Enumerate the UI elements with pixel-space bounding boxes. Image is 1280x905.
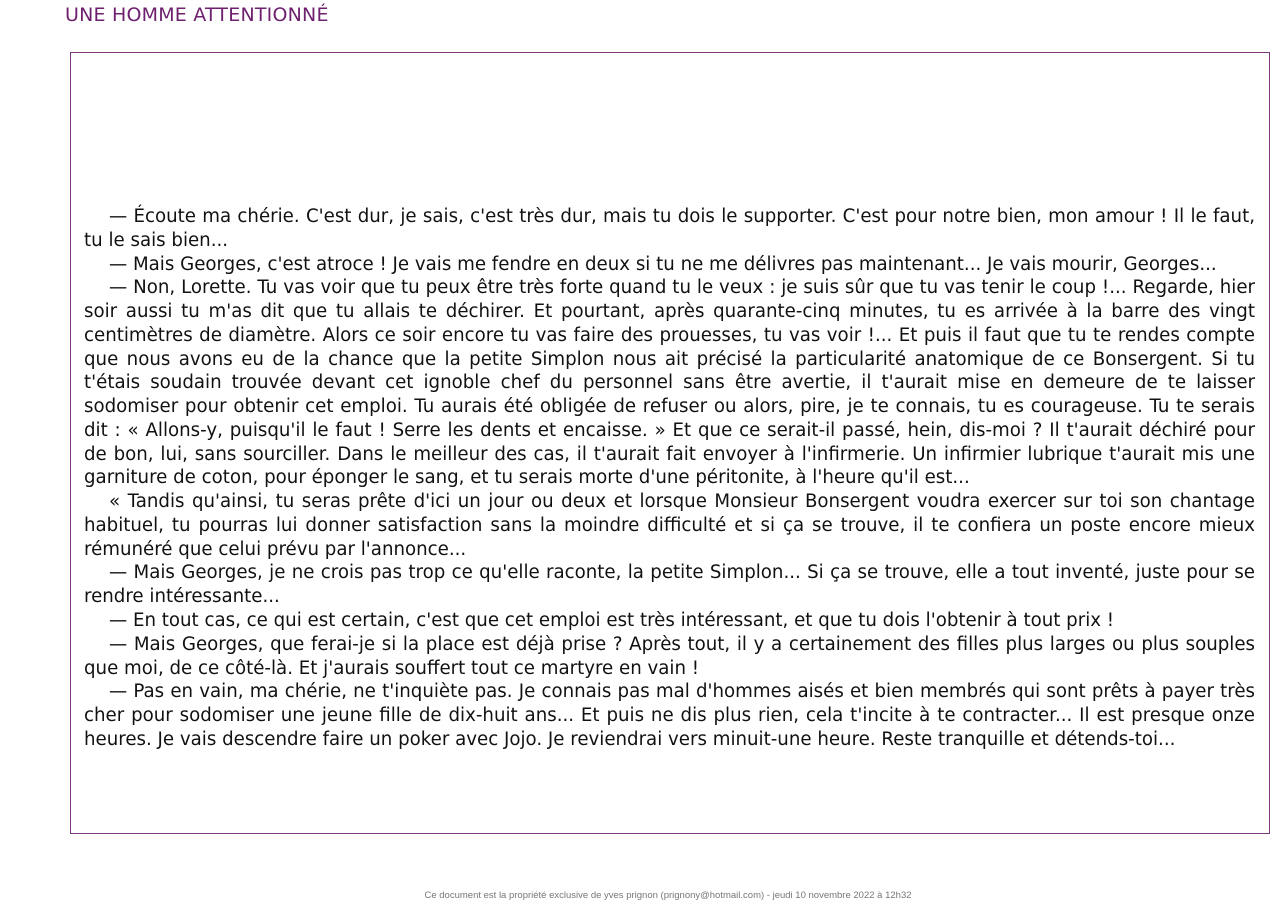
paragraph: « Tandis qu'ainsi, tu seras prête d'ici un jour ou deux et lorsque Monsieur Bonsergent voudra exercer sur toi son chantage habituel, tu pourras lui donner satisfaction sans la moindre difficulté et si ça se trouve, il te confiera un poste encore mieux rémunéré que celui prévu par l'annonce... — [84, 491, 1255, 560]
paragraph: — Non, Lorette. Tu vas voir que tu peux être très forte quand tu le veux : je suis sûr que tu vas tenir le coup !... Regarde, hier soir aussi tu m'as dit que tu allais te déchirer. Et pourtant, après quarante-cinq minutes, tu es arrivée à la barre des vingt centimètres de diamètre. Alors ce soir encore tu vas faire des prouesses, tu vas voir !... Et puis il faut que tu te rendes compte que nous avons eu de la chance que la petite Simplon nous ait précisé la particularité anatomique de ce Bonsergent. Si tu t'étais soudain trouvée devant cet ignoble chef du personnel sans être avertie, il t'aurait mise en demeure de te laisser sodomiser pour obtenir cet emploi. Tu aurais été obligée de refuser ou alors, pire, je te connais, tu es courageuse. Tu te serais dit : « Allons-y, puisqu'il le faut ! Serre les dents et encaisse. » Et que ce serait-il passé, hein, dis-moi ? Il t'aurait déchiré pour de bon, lui, sans sourciller. Dans le meilleur des cas, il t'aurait fait envoyer à l'infirmerie. Un infirmier lubrique t'aurait mis une garniture de coton, pour éponger le sang, et tu serais morte d'une péritonite, à l'heure qu'il est... — [84, 277, 1255, 489]
paragraph: — Mais Georges, que ferai-je si la place est déjà prise ? Après tout, il y a certainement des filles plus larges ou plus souples que moi, de ce côté-là. Et j'aurais souffert tout ce martyre en vain ! — [84, 633, 1255, 679]
story-body — [84, 205, 1255, 752]
paragraph: — Mais Georges, je ne crois pas trop ce qu'elle raconte, la petite Simplon... Si ça se trouve, elle a tout inventé, juste pour se rendre intéressante... — [84, 562, 1255, 608]
copyright-notice: Ce document est la propriété exclusive de yves prignon (prignony@hotmail.com) - jeudi 10 novembre 2022 à 12h32 — [424, 890, 912, 901]
paragraph: — Pas en vain, ma chérie, ne t'inquiète pas. Je connais pas mal d'hommes aisés et bien membrés qui sont prêts à payer très cher pour sodomiser une jeune fille de dix-huit ans... Et puis ne dis plus rien, cela t'incite à te contracter... Il est presque onze heures. Je vais descendre faire un poker avec Jojo. Je reviendrai vers minuit-une heure. Reste tranquille et détends-toi... — [84, 681, 1255, 750]
text-frame — [70, 52, 1270, 834]
paragraph: — En tout cas, ce qui est certain, c'est que cet emploi est très intéressant, et que tu dois l'obtenir à tout prix ! — [109, 610, 1115, 632]
page-title: UNE HOMME ATTENTIONNÉ — [65, 4, 329, 26]
paragraph: — Écoute ma chérie. C'est dur, je sais, c'est très dur, mais tu dois le supporter. C'est pour notre bien, mon amour ! Il le faut, tu le sais bien... — [84, 206, 1255, 251]
paragraph: — Mais Georges, c'est atroce ! Je vais me fendre en deux si tu ne me délivres pas maintenant... Je vais mourir, Georges... — [109, 253, 1217, 275]
